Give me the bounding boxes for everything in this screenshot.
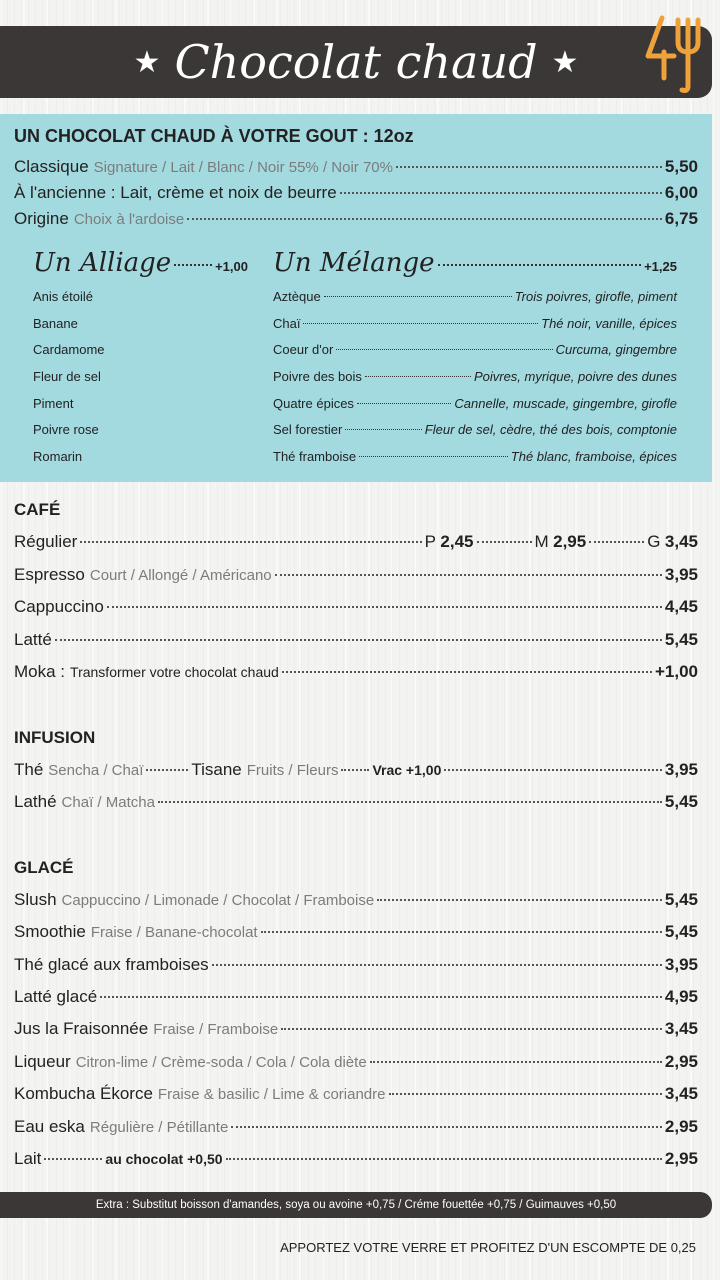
glace-heading: GLACÉ <box>14 858 74 877</box>
list-item: Piment <box>33 395 74 411</box>
menu-item-classique: Classique Signature / Lait / Blanc / Noir 55% / Noir 70% 5,50 <box>14 157 698 176</box>
menu-item-lathe: Lathé Chaï / Matcha 5,45 <box>14 792 698 811</box>
list-item: Sel forestier Fleur de sel, cèdre, thé des bois, comptonie <box>273 422 677 438</box>
extras-bar: Extra : Substitut boisson d'amandes, soya ou avoine +0,75 / Créme fouettée +0,75 / Guimauves +0,50 <box>0 1192 712 1218</box>
menu-item: Smoothie Fraise / Banane-chocolat 5,45 <box>14 922 698 941</box>
menu-item: Kombucha Ékorce Fraise & basilic / Lime & coriandre 3,45 <box>14 1084 698 1103</box>
list-item: Coeur d'or Curcuma, gingembre <box>273 342 677 358</box>
star-icon: ★ <box>133 45 161 79</box>
list-item: Cardamome <box>33 342 105 358</box>
list-item: Poivre rose <box>33 422 99 438</box>
menu-item-cappuccino: Cappuccino 4,45 <box>14 597 698 616</box>
melange-price: +1,25 <box>644 259 677 274</box>
menu-item: Slush Cappuccino / Limonade / Chocolat / Framboise 5,45 <box>14 890 698 909</box>
list-item: Romarin <box>33 449 83 465</box>
menu-item: Liqueur Citron-lime / Crème-soda / Cola / Cola diète 2,95 <box>14 1052 698 1071</box>
discount-note: APPORTEZ VOTRE VERRE ET PROFITEZ D'UN ESCOMPTE DE 0,25 <box>280 1240 696 1255</box>
list-item: Quatre épices Cannelle, muscade, gingembre, girofle <box>273 395 677 411</box>
list-item: Chaï Thé noir, vanille, épices <box>273 315 677 331</box>
menu-item-ancienne: À l'ancienne : Lait, crème et noix de beurre 6,00 <box>14 183 698 202</box>
menu-item-moka: Moka : Transformer votre chocolat chaud +1,00 <box>14 662 698 681</box>
header-banner <box>0 26 712 98</box>
list-item: Anis étoilé <box>33 289 93 304</box>
melange-title: Un Mélange <box>273 248 435 278</box>
list-item: Poivre des bois Poivres, myrique, poivre des dunes <box>273 369 677 385</box>
page-title: Chocolat chaud <box>174 35 538 89</box>
melange-column <box>273 248 677 471</box>
list-item: Thé framboise Thé blanc, framboise, épices <box>273 449 677 465</box>
list-item: Banane <box>33 315 78 331</box>
list-item: Aztèque Trois poivres, girofle, piment <box>273 289 677 304</box>
menu-item-espresso: Espresso Court / Allongé / Américano 3,95 <box>14 565 698 584</box>
alliage-title: Un Alliage <box>33 248 172 278</box>
menu-item-regulier: Régulier P 2,45 M 2,95 G 3,45 <box>14 532 698 551</box>
chocolat-heading: UN CHOCOLAT CHAUD À VOTRE GOUT : 12oz <box>14 126 414 146</box>
star-icon: ★ <box>551 45 579 79</box>
list-item: Fleur de sel <box>33 369 101 385</box>
menu-item-latte: Latté 5,45 <box>14 630 698 649</box>
cafe-heading: CAFÉ <box>14 500 61 519</box>
menu-item: Eau eska Régulière / Pétillante 2,95 <box>14 1117 698 1136</box>
menu-item: Latté glacé 4,95 <box>14 987 698 1006</box>
alliage-column <box>33 248 248 471</box>
menu-item-lait: Lait au chocolat +0,50 2,95 <box>14 1149 698 1168</box>
alliage-price: +1,00 <box>215 259 248 274</box>
fork-knife-logo-icon <box>644 12 704 94</box>
menu-item-origine: Origine Choix à l'ardoise 6,75 <box>14 209 698 228</box>
infusion-heading: INFUSION <box>14 728 96 747</box>
menu-item-the: Thé Sencha / Chaï Tisane Fruits / Fleurs Vrac +1,00 3,95 <box>14 760 698 779</box>
menu-item: Jus la Fraisonnée Fraise / Framboise 3,45 <box>14 1019 698 1038</box>
menu-item: Thé glacé aux framboises 3,95 <box>14 955 698 974</box>
